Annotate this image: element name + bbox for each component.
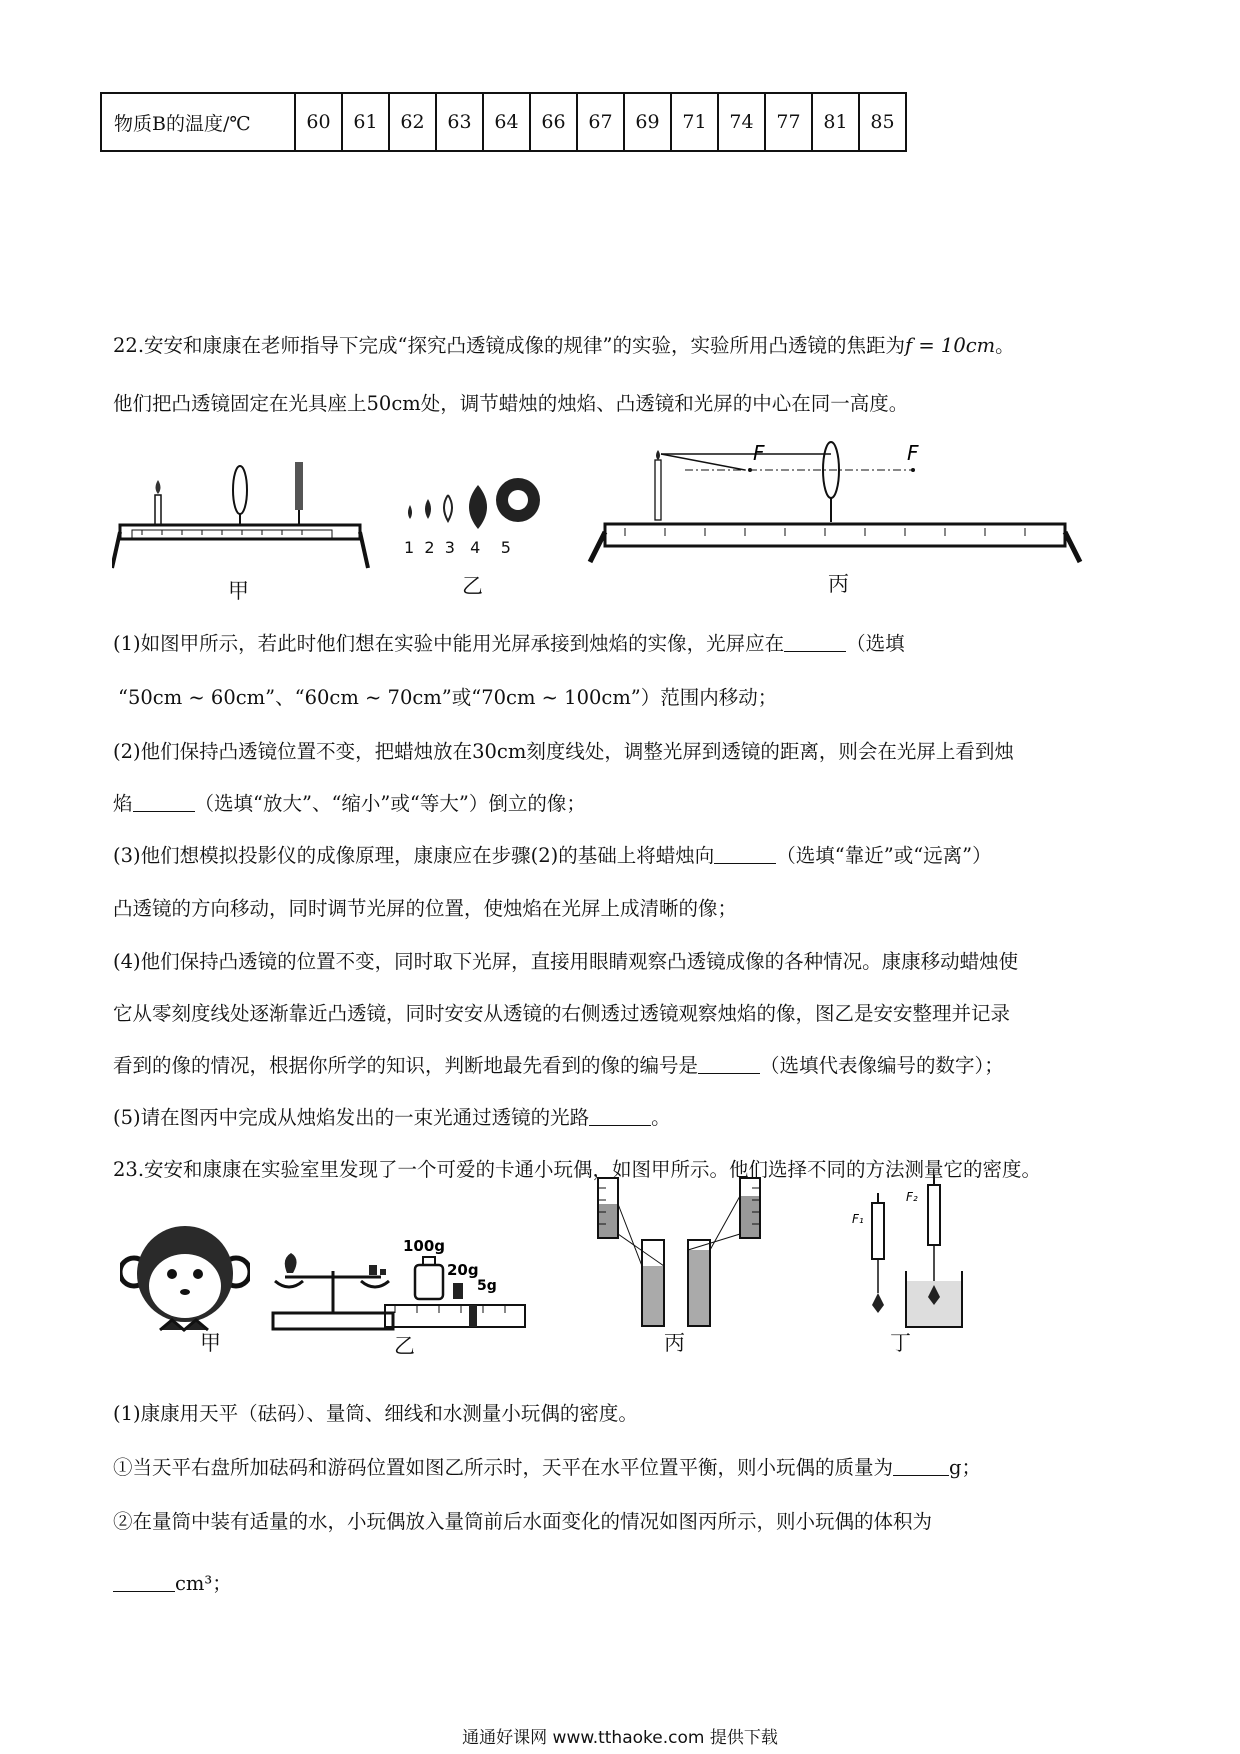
table-cell: 69 [624, 93, 671, 151]
weight-100g-label: 100g [403, 1237, 446, 1255]
weight-20g-label: 20g [447, 1261, 479, 1279]
q23-part1-line: (1)康康用天平（砝码）、量筒、细线和水测量小玩偶的密度。 [113, 1402, 638, 1425]
image-number: 1 [404, 538, 415, 557]
q22-part4-line-3 [113, 1050, 1004, 1078]
focal-point-label: F [753, 441, 765, 465]
figure-ding-spring-scales [840, 1175, 980, 1335]
q23-step2-line: ②在量筒中装有适量的水，小玩偶放入量筒前后水面变化的情况如图丙所示，则小玩偶的体积为 [113, 1510, 933, 1533]
image-number-labels [404, 538, 511, 557]
table-cell: 60 [295, 93, 342, 151]
figure-bing-focal-bench [585, 440, 1085, 570]
figure-label-jia: 甲 [228, 579, 249, 603]
table-cell: 71 [671, 93, 718, 151]
focal-length-formula: f = 10cm [904, 334, 996, 357]
q23-s1-text: ①当天平右盘所加砝码和游码位置如图乙所示时，天平在水平位置平衡，则小玩偶的质量为 [113, 1456, 894, 1479]
q22-p2-hint: （选填“放大”、“缩小”或“等大”）倒立的像； [194, 792, 586, 815]
q22-part5-line [113, 1102, 671, 1130]
q22-p1-hint: （选填 [846, 632, 905, 655]
force-label-f1: F₁ [852, 1212, 864, 1226]
q22-intro-line-1 [113, 330, 1015, 358]
answer-blank[interactable] [893, 1457, 949, 1476]
q22-p3-hint: （选填“靠近”或“远离”） [776, 844, 992, 867]
table-cell: 66 [530, 93, 577, 151]
q22-part2-line-2 [113, 788, 586, 816]
force-label-f2: F₂ [906, 1190, 918, 1204]
table-cell: 64 [483, 93, 530, 151]
table-cell: 81 [812, 93, 859, 151]
q22-part3-line-2: 凸透镜的方向移动，同时调节光屏的位置，使烛焰在光屏上成清晰的像； [113, 897, 738, 920]
q22-p4-text: 看到的像的情况，根据你所学的知识，判断地最先看到的像的编号是 [113, 1054, 699, 1077]
figure-yi-balance [265, 1205, 535, 1335]
q22-part1-line-1 [113, 628, 905, 656]
table-cell: 74 [718, 93, 765, 151]
q23-step1-line [113, 1452, 981, 1480]
figure-label-yi: 乙 [462, 574, 483, 598]
figure-label-yi-2: 乙 [394, 1334, 415, 1358]
figure-label-jia-2: 甲 [200, 1331, 221, 1355]
answer-blank[interactable] [589, 1107, 651, 1126]
table-cell: 63 [436, 93, 483, 151]
image-number: 5 [500, 538, 511, 557]
temperature-table [100, 92, 907, 152]
figure-label-ding: 丁 [890, 1331, 911, 1355]
page-footer: 通通好课网 www.tthaoke.com 提供下载 [462, 1728, 778, 1748]
answer-blank[interactable] [113, 1573, 175, 1592]
q22-part4-line-1: (4)他们保持凸透镜的位置不变，同时取下光屏，直接用眼睛观察凸透镜成像的各种情况。康康移动蜡烛使 [113, 950, 1019, 973]
figure-jia-toy [120, 1222, 250, 1352]
figure-bing-cylinders [570, 1170, 790, 1330]
q23-step2-answer-line [113, 1568, 232, 1596]
figure-label-bing-2: 丙 [664, 1331, 685, 1355]
q22-p2-text: 焰 [113, 792, 133, 815]
table-cell: 67 [577, 93, 624, 151]
q22-p5-end: 。 [651, 1106, 671, 1129]
table-cell: 77 [765, 93, 812, 151]
q22-part1-line-2: “50cm ~ 60cm”、“60cm ~ 70cm”或“70cm ~ 100cm”）范围内移动； [118, 686, 778, 709]
q22-part2-line-1: (2)他们保持凸透镜位置不变，把蜡烛放在30cm刻度线处，调整光屏到透镜的距离，则会在光屏上看到烛 [113, 740, 1014, 763]
weight-5g-label: 5g [477, 1278, 497, 1294]
table-row [101, 93, 906, 151]
q22-p3-text: (3)他们想模拟投影仪的成像原理，康康应在步骤(2)的基础上将蜡烛向 [113, 844, 715, 867]
q22-part3-line-1 [113, 840, 992, 868]
table-cell: 85 [859, 93, 906, 151]
table-header-cell: 物质B的温度/℃ [101, 93, 295, 151]
q22-intro-end: 。 [995, 334, 1015, 357]
q22-p1-text: (1)如图甲所示，若此时他们想在实验中能用光屏承接到烛焰的实像，光屏应在 [113, 632, 785, 655]
image-number: 3 [444, 538, 455, 557]
answer-blank[interactable] [133, 793, 195, 812]
volume-unit: cm³ [175, 1572, 213, 1595]
image-number: 4 [470, 538, 481, 557]
q22-p4-hint: （选填代表像编号的数字）； [760, 1054, 1004, 1077]
answer-blank[interactable] [698, 1055, 760, 1074]
q23-s2-end: ； [212, 1572, 232, 1595]
focal-point-label: F [907, 441, 919, 465]
q22-p5-text: (5)请在图丙中完成从烛焰发出的一束光通过透镜的光路 [113, 1106, 590, 1129]
image-number: 2 [424, 538, 435, 557]
answer-blank[interactable] [784, 633, 846, 652]
q22-intro-text: 22.安安和康康在老师指导下完成“探究凸透镜成像的规律”的实验，实验所用凸透镜的焦距为 [113, 334, 905, 357]
figure-label-bing: 丙 [828, 572, 849, 596]
q22-part4-line-2: 它从零刻度线处逐渐靠近凸透镜，同时安安从透镜的右侧透过透镜观察烛焰的像，图乙是安安整理并记录 [113, 1002, 1011, 1025]
table-cell: 61 [342, 93, 389, 151]
q23-intro-line: 23.安安和康康在实验室里发现了一个可爱的卡通小玩偶，如图甲所示。他们选择不同的方法测量它的密度。 [113, 1158, 1042, 1181]
q22-intro-line-2: 他们把凸透镜固定在光具座上50cm处，调节蜡烛的烛焰、凸透镜和光屏的中心在同一高度。 [113, 392, 909, 415]
table-cell: 62 [389, 93, 436, 151]
q23-s1-unit: g； [949, 1456, 981, 1479]
answer-blank[interactable] [714, 845, 776, 864]
